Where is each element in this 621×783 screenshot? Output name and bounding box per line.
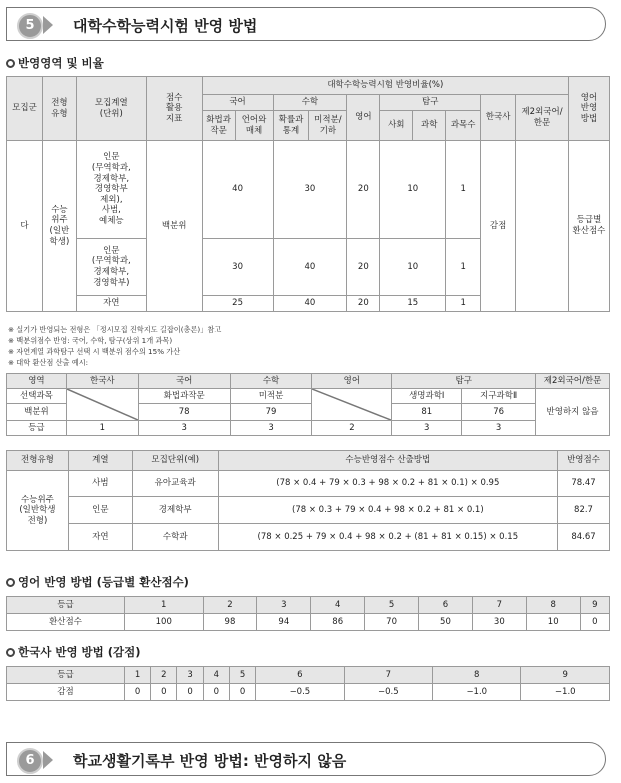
score-cell: 100: [125, 614, 204, 631]
inq2-subject: 지구과학Ⅱ: [462, 389, 536, 404]
unit-cell: 다: [7, 141, 43, 312]
arrow-right-icon: [43, 16, 53, 34]
english-ratio: 20: [347, 239, 380, 296]
score-cell: 70: [365, 614, 419, 631]
dept-cell: 인문 (무역학과, 경제학부, 경영학부 제외), 사범, 예체능: [76, 141, 146, 239]
h-math: 수학: [273, 95, 347, 111]
grade-cell: 9: [521, 667, 610, 684]
type-cell: 수능 위주 (일반 학생): [42, 141, 76, 312]
score-cell: 82.7: [558, 497, 610, 524]
h-korean: 국어: [202, 95, 273, 111]
calc-table: [6, 450, 610, 551]
h-second-lang: 제2외국어/한문: [536, 374, 610, 389]
english-table: [6, 596, 610, 631]
korean-grade: 3: [138, 421, 230, 436]
inq1-grade: 3: [392, 421, 462, 436]
note: ※ 대학 환산점 산출 예시:: [8, 358, 89, 367]
bullet-icon: [6, 59, 15, 68]
inquiry-count: 1: [446, 239, 481, 296]
inquiry-count: 1: [446, 141, 481, 239]
section-number: 6: [17, 748, 43, 774]
h-unit: 모집단위(예): [132, 451, 218, 471]
english-grade: 2: [312, 421, 392, 436]
arrow-right-icon: [43, 751, 53, 769]
english-ratio: 20: [347, 141, 380, 239]
score-cell: 0: [580, 614, 609, 631]
bullet-icon: [6, 578, 15, 587]
score-cell: 84.67: [558, 524, 610, 551]
grade-cell: 8: [526, 597, 580, 614]
grade-cell: 8: [433, 667, 521, 684]
unit-cell: 수학과: [132, 524, 218, 551]
r-percentile: 백분위: [7, 404, 67, 421]
inq2-grade: 3: [462, 421, 536, 436]
formula-cell: (78 × 0.4 + 79 × 0.3 + 98 × 0.2 + 81 × 0.1) × 0.95: [218, 471, 557, 497]
h-k1: 화법과 작문: [202, 111, 235, 141]
math-pct: 79: [230, 404, 312, 421]
score-cell: 0: [177, 684, 203, 701]
score-cell: 86: [311, 614, 365, 631]
h-group: 대학수학능력시험 반영비율(%): [202, 77, 568, 95]
h-history: 한국사: [66, 374, 138, 389]
h-i2: 과학: [413, 111, 446, 141]
bullet-icon: [6, 648, 15, 657]
math-ratio: 40: [273, 239, 347, 296]
section-number: 5: [17, 13, 43, 39]
h-dept: 모집계열 (단위): [76, 77, 146, 141]
h-unit: 모집군: [7, 77, 43, 141]
grade-cell: 3: [177, 667, 203, 684]
h-english: 영어: [312, 374, 392, 389]
math-grade: 3: [230, 421, 312, 436]
score-cell: −0.5: [256, 684, 344, 701]
grade-cell: 1: [125, 597, 204, 614]
unit-cell: 경제학부: [132, 497, 218, 524]
h-i3: 과목수: [446, 111, 481, 141]
korean-ratio: 25: [202, 296, 273, 312]
second-lang-note: 반영하지 않음: [536, 389, 610, 436]
field-cell: 자연: [68, 524, 132, 551]
h-m2: 미적분/ 기하: [309, 111, 347, 141]
score-cell: 0: [151, 684, 177, 701]
h-grade: 등급: [7, 667, 125, 684]
field-cell: 인문: [68, 497, 132, 524]
h-method: 수능반영점수 산출방법: [218, 451, 557, 471]
section-5-header: [6, 7, 606, 41]
grade-cell: 1: [125, 667, 151, 684]
h-grade: 등급: [7, 597, 125, 614]
formula-cell: (78 × 0.25 + 79 × 0.4 + 98 × 0.2 + (81 + 81 × 0.15) × 0.15: [218, 524, 557, 551]
note: ※ 백분위점수 반영: 국어, 수학, 탐구(상위 1개 과목): [8, 336, 173, 345]
notes: [8, 324, 221, 368]
history-table: [6, 666, 610, 701]
score-cell: 0: [125, 684, 151, 701]
english-method-cell: 등급별 환산점수: [568, 141, 609, 312]
history-heading: 한국사 반영 방법 (감점): [6, 644, 141, 660]
score-cell: −1.0: [521, 684, 610, 701]
grade-cell: 5: [229, 667, 255, 684]
grade-cell: 6: [256, 667, 344, 684]
inq1-subject: 생명과학Ⅰ: [392, 389, 462, 404]
grade-cell: 4: [203, 667, 229, 684]
score-cell: −0.5: [344, 684, 432, 701]
example-table: [6, 373, 610, 436]
diagonal-line: [67, 389, 138, 420]
inquiry-ratio: 15: [380, 296, 446, 312]
h-type: 전형유형: [7, 451, 69, 471]
score-cell: 78.47: [558, 471, 610, 497]
field-cell: 사범: [68, 471, 132, 497]
ratio-table: [6, 76, 610, 312]
grade-cell: 6: [419, 597, 473, 614]
english-ratio: 20: [347, 296, 380, 312]
score-cell: 0: [229, 684, 255, 701]
h-second-lang: 제2외국어/ 한문: [516, 95, 569, 141]
diagonal-line: [312, 389, 391, 420]
score-cell: 94: [257, 614, 311, 631]
h-score: 환산점수: [7, 614, 125, 631]
score-cell: −1.0: [433, 684, 521, 701]
grade-cell: 3: [257, 597, 311, 614]
ratio-heading: 반영영역 및 비율: [6, 55, 104, 71]
history-diagonal-cell: [66, 389, 138, 421]
inq1-pct: 81: [392, 404, 462, 421]
h-inquiry: 탐구: [392, 374, 536, 389]
h-k2: 언어와 매체: [235, 111, 273, 141]
math-subject: 미적분: [230, 389, 312, 404]
h-inquiry: 탐구: [380, 95, 481, 111]
h-type: 전형 유형: [42, 77, 76, 141]
note: ※ 자연계열 과학탐구 선택 시 백분위 점수의 15% 가산: [8, 347, 181, 356]
english-heading: 영어 반영 방법 (등급별 환산점수): [6, 574, 189, 590]
score-cell: 30: [472, 614, 526, 631]
h-score: 감점: [7, 684, 125, 701]
h-index: 점수 활용 지표: [146, 77, 202, 141]
h-math: 수학: [230, 374, 312, 389]
grade-cell: 2: [203, 597, 257, 614]
history-cell: 감점: [481, 141, 516, 312]
english-diagonal-cell: [312, 389, 392, 421]
section-title: 대학수학능력시험 반영 방법: [73, 17, 258, 35]
inquiry-ratio: 10: [380, 141, 446, 239]
index-cell: 백분위: [146, 141, 202, 312]
score-cell: 10: [526, 614, 580, 631]
grade-cell: 7: [472, 597, 526, 614]
score-cell: 50: [419, 614, 473, 631]
korean-ratio: 30: [202, 239, 273, 296]
korean-pct: 78: [138, 404, 230, 421]
dept-cell: 인문 (무역학과, 경제학부, 경영학부): [76, 239, 146, 296]
math-ratio: 40: [273, 296, 347, 312]
formula-cell: (78 × 0.3 + 79 × 0.4 + 98 × 0.2 + 81 × 0.1): [218, 497, 557, 524]
h-i1: 사회: [380, 111, 413, 141]
r-grade: 등급: [7, 421, 67, 436]
math-ratio: 30: [273, 141, 347, 239]
h-field: 계열: [68, 451, 132, 471]
grade-cell: 7: [344, 667, 432, 684]
h-english: 영어: [347, 95, 380, 141]
inq2-pct: 76: [462, 404, 536, 421]
section-title: 학교생활기록부 반영 방법: 반영하지 않음: [73, 752, 347, 770]
grade-cell: 2: [151, 667, 177, 684]
inquiry-count: 1: [446, 296, 481, 312]
grade-cell: 5: [365, 597, 419, 614]
grade-cell: 4: [311, 597, 365, 614]
score-cell: 98: [203, 614, 257, 631]
h-area: 영역: [7, 374, 67, 389]
korean-subject: 화법과작문: [138, 389, 230, 404]
dept-cell: 자연: [76, 296, 146, 312]
h-english-method: 영어 반영 방법: [568, 77, 609, 141]
h-korean: 국어: [138, 374, 230, 389]
history-grade: 1: [66, 421, 138, 436]
section-6-header: [6, 742, 606, 776]
inquiry-ratio: 10: [380, 239, 446, 296]
second-lang-cell: [516, 141, 569, 312]
h-history: 한국사: [481, 95, 516, 141]
note: ※ 실기가 반영되는 전형은 「정시모집 진학지도 길잡이(총론)」참고: [8, 325, 222, 334]
h-score: 반영점수: [558, 451, 610, 471]
korean-ratio: 40: [202, 141, 273, 239]
h-m1: 확률과 통계: [273, 111, 309, 141]
type-cell: 수능위주 (일반학생 전형): [7, 471, 69, 551]
unit-cell: 유아교육과: [132, 471, 218, 497]
grade-cell: 9: [580, 597, 609, 614]
score-cell: 0: [203, 684, 229, 701]
r-subject: 선택과목: [7, 389, 67, 404]
